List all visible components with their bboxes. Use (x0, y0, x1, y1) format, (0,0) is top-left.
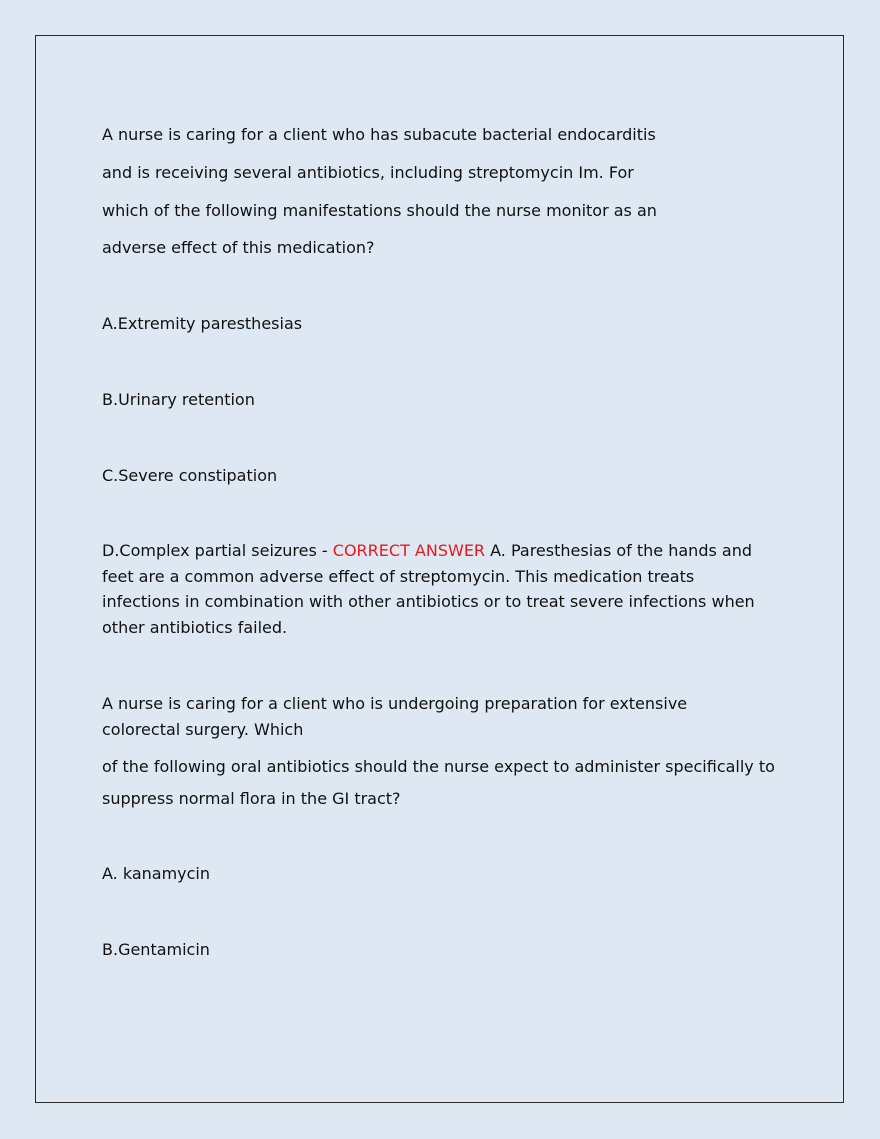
q1-stem-line-1: A nurse is caring for a client who has subacute bacterial endocarditis (102, 125, 656, 144)
answer-explanation: A. Paresthesias of the hands and feet are a common adverse effect of streptomycin. This medication treats infections in combination with other antibiotics or to treat severe infections when other antibiotics failed. (102, 541, 755, 637)
q1-option-b: B.Urinary retention (102, 390, 255, 409)
q1-option-d-with-answer (102, 538, 762, 640)
q1-option-d: D.Complex partial seizures - (102, 541, 333, 560)
correct-answer-label: CORRECT ANSWER (332, 541, 486, 560)
q2-option-b: B.Gentamicin (102, 940, 210, 959)
q2-stem-line-a: of the following oral antibiotics should the nurse expect to administer specifically to (102, 757, 775, 776)
q1-stem-line-3: which of the following manifestations should the nurse monitor as an (102, 201, 657, 220)
q2-stem-line-b: suppress normal flora in the GI tract? (102, 789, 401, 808)
q1-stem-line-2: and is receiving several antibiotics, including streptomycin Im. For (102, 163, 634, 182)
q1-option-c: C.Severe constipation (102, 466, 278, 485)
q2-option-a: A. kanamycin (102, 864, 211, 883)
q1-stem-line-4: adverse effect of this medication? (102, 238, 375, 257)
q1-option-a: A.Extremity paresthesias (102, 314, 303, 333)
q2-stem-part-1: A nurse is caring for a client who is undergoing preparation for extensive colorectal surgery. Which (102, 694, 688, 739)
